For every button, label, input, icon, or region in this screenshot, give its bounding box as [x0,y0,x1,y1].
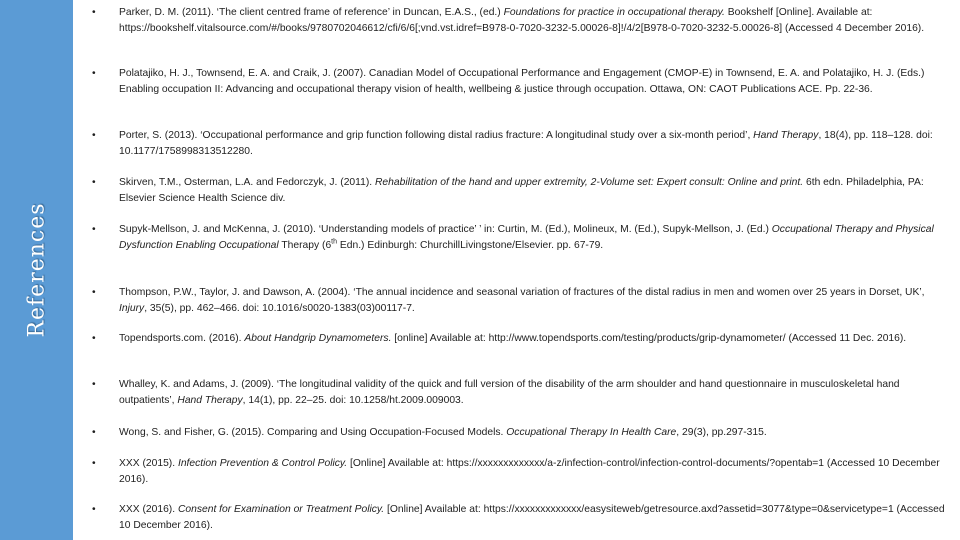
reference-run: Wong, S. and Fisher, G. (2015). Comparing and Using Occupation-Focused Models. [119,427,507,438]
reference-item [92,456,954,488]
reference-run: Skirven, T.M., Osterman, L.A. and Fedorczyk, J. (2011). [119,177,375,188]
reference-title-italic: Occupational Therapy In Health Care [506,427,677,438]
reference-item [92,128,954,160]
reference-run: Supyk-Mellson, J. and McKenna, J. (2010). ‘Understanding models of practice’ ’ in: Curtin, M. (Ed.), Molineux, M. (Ed.), Supyk-Mellson, J. (Ed.) [119,224,772,235]
bullet-icon: • [92,287,96,298]
reference-text [119,66,954,98]
reference-text [119,285,954,317]
reference-run: Topendsports.com. (2016). [119,333,245,344]
bullet-icon: • [92,504,96,515]
bullet-icon: • [92,68,96,79]
reference-item [92,66,954,98]
reference-run: [online] Available at: http://www.topendsports.com/testing/products/grip-dynamometer/ (Accessed 11 Dec. 2016). [391,333,907,344]
reference-title-italic: Hand Therapy [177,395,243,406]
reference-run: Whalley, K. and Adams, J. (2009). ‘The longitudinal validity of the quick and full version of the disability of the arm shoulder and hand questionnaire in musculoskeletal hand outpatients’, [119,379,900,406]
bullet-icon: • [92,130,96,141]
reference-run: , 18(4), pp. 118–128. doi: 10.1177/1758998313512280. [119,130,933,157]
reference-run: Porter, S. (2013). ‘Occupational performance and grip function following distal radius fracture: A longitudinal study over a six-month period’, [119,130,754,141]
reference-run: Parker, D. M. (2011). ‘The client centred frame of reference’ in Duncan, E.A.S., (ed.) [119,7,504,18]
reference-run: Therapy (6 [278,240,332,251]
reference-text [119,377,954,409]
bullet-icon: • [92,379,96,390]
reference-title-italic: About Handgrip Dynamometers. [244,333,392,344]
slide-title: References [24,202,50,338]
bullet-icon: • [92,7,96,18]
reference-run: [Online] Available at: https://xxxxxxxxxxxxx/easysiteweb/getresource.axd?assetid=3077&type=0&servicetype=1 (Accessed 10 December 2016). [119,504,945,531]
reference-text [119,175,954,207]
reference-text [119,425,954,441]
reference-item [92,331,954,347]
reference-title-italic: Foundations for practice in occupational therapy. [503,7,725,18]
reference-text [119,222,954,254]
reference-run: Thompson, P.W., Taylor, J. and Dawson, A. (2004). ‘The annual incidence and seasonal variation of fractures of the distal radius in men and women over 25 years in Dorset, UK’, [119,287,925,298]
reference-text [119,456,954,488]
reference-item [92,377,954,409]
reference-title-italic: Hand Therapy [753,130,819,141]
reference-run: Polatajiko, H. J., Townsend, E. A. and Craik, J. (2007). Canadian Model of Occupational Performance and Engagement (CMOP-E) in Townsend, E. A. and Polatajiko, H. J. (Eds.) Enabling occupation II: Advancing and occupational therapy vision of health, wellbeing & justice through occupation. Ottawa, ON: CAOT Publications ACE. Pp. 22-36. [119,68,925,95]
reference-run: , 14(1), pp. 22–25. doi: 10.1258/ht.2009.009003. [242,395,464,406]
bullet-icon: • [92,333,96,344]
reference-run: Bookshelf [Online]. Available at: https://bookshelf.vitalsource.com/#/books/9780702046612/cfi/6/6[;vnd.vst.idref=B978-0-7020-3232-5.00026-8]!/4/2[B978-0-7020-3232-5.00026-8] (Accessed 4 December 2016). [119,7,925,34]
reference-text [119,331,954,347]
bullet-icon: • [92,224,96,235]
reference-item [92,502,954,534]
reference-item [92,425,954,441]
bullet-icon: • [92,427,96,438]
reference-run: XXX (2015). [119,458,178,469]
reference-item [92,175,954,207]
bullet-icon: • [92,458,96,469]
reference-item [92,5,954,37]
reference-title-italic: Rehabilitation of the hand and upper extremity, 2-Volume set: Expert consult: Online and print. [375,177,804,188]
reference-item [92,285,954,317]
reference-text [119,5,954,37]
reference-run: 6th edn. Philadelphia, PA: Elsevier Science Health Science div. [119,177,924,204]
sidebar-panel [0,0,73,540]
reference-title-italic: Injury [119,303,145,314]
reference-title-italic: Consent for Examination or Treatment Policy. [177,504,385,515]
superscript: th [331,238,338,246]
reference-title-italic: Occupational Therapy and Physical Dysfunction Enabling Occupational [119,224,934,251]
reference-text [119,128,954,160]
reference-text [119,502,954,534]
reference-run: , 35(5), pp. 462–466. doi: 10.1016/s0020-1383(03)00117-7. [144,303,415,314]
reference-run: [Online] Available at: https://xxxxxxxxxxxxx/a-z/infection-control/infection-control-documents/?opentab=1 (Accessed 10 December 2016). [119,458,940,485]
reference-run: XXX (2016). [119,504,178,515]
reference-list [92,0,954,540]
reference-item [92,222,954,254]
reference-title-italic: Infection Prevention & Control Policy. [177,458,348,469]
reference-run: Edn.) Edinburgh: ChurchillLivingstone/Elsevier. pp. 67-79. [337,240,604,251]
reference-run: , 29(3), pp.297-315. [676,427,767,438]
bullet-icon: • [92,177,96,188]
